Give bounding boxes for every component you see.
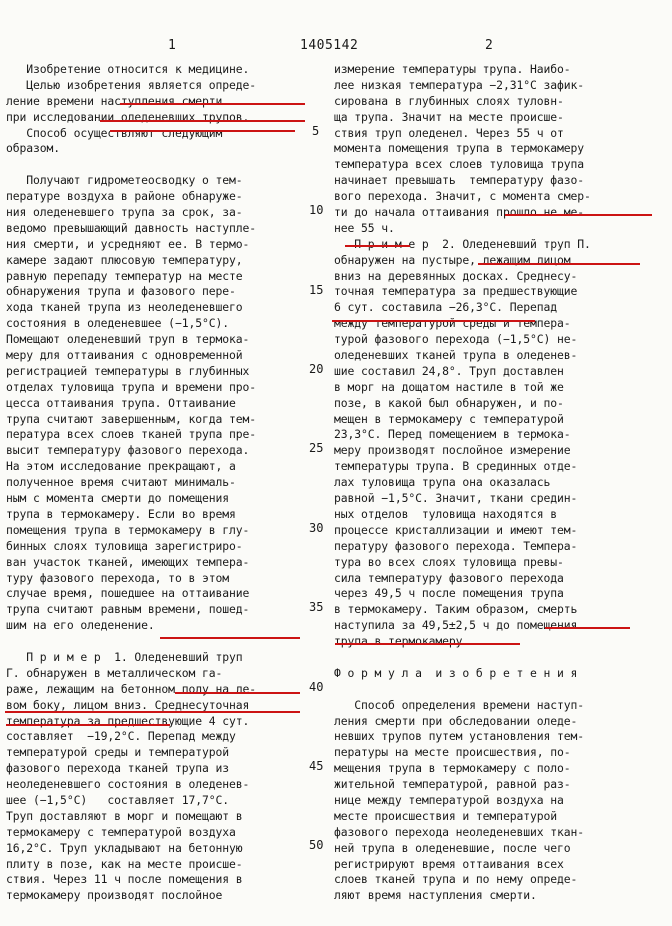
text-line: температуры трупа. В срединных отде-	[334, 459, 578, 474]
text-line: ление времени наступления смерти	[6, 93, 223, 108]
text-line: Труп доставляют в морг и помещают в	[6, 808, 243, 823]
text-line: момента помещения трупа в термокамеру	[334, 141, 585, 156]
margin-line-number: 25	[309, 441, 324, 455]
text-line: полученное время считают минималь-	[6, 475, 236, 490]
text-line: шие составил 24,8°. Труп доставлен	[334, 363, 564, 378]
red-underline	[110, 130, 295, 132]
red-underline	[175, 692, 300, 694]
margin-line-number: 45	[309, 759, 324, 773]
text-line: сирована в глубинных слоях туловн-	[334, 93, 564, 108]
text-line: точная температура за предшествующие	[334, 284, 578, 299]
text-line: вого перехода. Значит, с момента смер-	[334, 189, 591, 204]
text-line: невших трупов путем установления тем-	[334, 729, 585, 744]
text-line: термокамеру с температурой воздуха	[6, 824, 236, 839]
text-line: турой фазового перехода (−1,5°С) не-	[334, 332, 578, 347]
text-line: ления смерти при обследовании оледе-	[334, 713, 578, 728]
text-line: жительной температурой, равной раз-	[334, 777, 571, 792]
text-line: термокамеру производят послойное	[6, 888, 223, 903]
text-line: позе, в какой был обнаружен, и по-	[334, 395, 564, 410]
text-line: бинных слоях туловища зарегистриро-	[6, 538, 243, 553]
text-line: вом боку, лицом вниз. Среднесуточная	[6, 697, 250, 712]
text-line: между температурой среды и темпера-	[334, 316, 571, 331]
text-line: На этом исследование прекращают, а	[6, 459, 236, 474]
red-underline	[478, 263, 640, 265]
red-underline	[100, 120, 305, 122]
text-line	[6, 157, 306, 173]
text-line: меру для оттаивания с одновременной	[6, 348, 243, 363]
text-line: Изобретение относится к медицине.	[6, 62, 250, 76]
text-line: процессе кристаллизации и имеют тем-	[334, 522, 578, 537]
text-line: Г. обнаружен в металлическом га-	[6, 665, 223, 680]
text-line: пературе воздуха в районе обнаруже-	[6, 189, 243, 204]
text-line: пературу фазового перехода. Темпера-	[334, 538, 578, 553]
text-line: Целью изобретения является опреде-	[6, 77, 257, 92]
red-underline	[332, 320, 535, 322]
patent-number: 1405142	[300, 38, 359, 53]
text-line: ща трупа. Значит на месте происше-	[334, 109, 564, 124]
text-line: ния смерти, и усредняют ее. В термо-	[6, 236, 250, 251]
text-line: неоледеневшего состояния в оледенев-	[6, 777, 250, 792]
text-line: ницe между температурой воздуха на	[334, 792, 564, 807]
text-line: ных отделов туловища находятся в	[334, 506, 558, 521]
margin-line-number: 10	[309, 203, 324, 217]
text-line: мещен в термокамеру с температурой	[334, 411, 564, 426]
text-line: вниз на деревянных досках. Среднесу-	[334, 268, 578, 283]
red-underline	[505, 214, 652, 216]
red-underline	[120, 103, 305, 105]
text-line: в морг на дощатом настиле в той же	[334, 379, 564, 394]
text-line: пературы на месте происшествия, по-	[334, 745, 571, 760]
text-line	[334, 682, 666, 698]
text-line: ствия. Через 11 ч после помещения в	[6, 872, 243, 887]
text-line: Помещают оледеневший труп в термока-	[6, 332, 250, 347]
red-underline	[5, 711, 300, 713]
text-line: ляют время наступления смерти.	[334, 888, 537, 903]
text-line: через 49,5 ч после помещения трупа	[334, 586, 564, 601]
text-line: при исследовании оледеневших трупов.	[6, 109, 250, 124]
text-line: температура всех слоев туловища трупа	[334, 157, 585, 172]
text-line: Получают гидрометеосводку о тем-	[6, 173, 243, 188]
text-line: помещения трупа в термокамеру в глу-	[6, 522, 250, 537]
text-line: меру производят послойное измерение	[334, 443, 571, 458]
margin-line-number: 30	[309, 521, 324, 535]
text-line: равную перепаду температур на месте	[6, 268, 243, 283]
text-line: оледеневших тканей трупа в оледенев-	[334, 348, 578, 363]
text-line: 23,3°С. Перед помещением в термока-	[334, 427, 571, 442]
text-line: регистрируют время оттаивания всех	[334, 856, 564, 871]
column-number-left: 1	[168, 38, 177, 53]
text-line: трупа в термокамеру. Если во время	[6, 506, 236, 521]
text-line: ным с момента смерти до помещения	[6, 491, 230, 506]
text-line: туру фазового перехода, то в этом	[6, 570, 230, 585]
text-line: ния оледеневшего трупа за срок, за-	[6, 205, 243, 220]
text-line: 16,2°С. Труп укладывают на бетонную	[6, 840, 243, 855]
text-line: цесса оттаивания трупа. Оттаивание	[6, 395, 236, 410]
text-line: фазового перехода неоледеневших ткан-	[334, 824, 585, 839]
text-line: фазового перехода тканей трупа из	[6, 761, 230, 776]
red-underline	[345, 245, 410, 247]
text-line: измерение температуры трупа. Наибо-	[334, 62, 571, 76]
text-line: месте происшествия и температурой	[334, 808, 558, 823]
column-number-right: 2	[485, 38, 494, 53]
text-line: тура во всех слоях туловища превы-	[334, 554, 564, 569]
text-line: температурой среды и температурой	[6, 745, 230, 760]
text-column-right	[334, 62, 666, 904]
red-underline	[6, 724, 170, 726]
margin-line-number: 40	[309, 680, 324, 694]
margin-line-number: 5	[312, 124, 320, 138]
text-line: П р и м е р 1. Оледеневший труп	[6, 649, 243, 664]
text-line: 6 сут. составила −26,3°С. Перепад	[334, 300, 558, 315]
text-line: шим на его оледенение.	[6, 618, 155, 633]
red-underline	[160, 637, 300, 639]
text-line: ствия труп оледенел. Через 55 ч от	[334, 125, 564, 140]
text-line: случае время, пошедшее на оттаивание	[6, 586, 250, 601]
text-line: ведомо превышающий давность наступле-	[6, 220, 257, 235]
text-line: ней трупа в оледеневшие, после чего	[334, 840, 571, 855]
red-underline	[545, 627, 630, 629]
text-line: П р и м е р 2. Оледеневший труп П.	[334, 236, 591, 251]
text-line: отделах туловища трупа и времени про-	[6, 379, 257, 394]
text-line: Ф о р м у л а и з о б р е т е н и я	[334, 665, 578, 680]
text-line: температура за предшествующие 4 сут.	[6, 713, 250, 728]
text-line: хода тканей трупа из неоледеневшего	[6, 300, 243, 315]
text-line: трупа считают равным времени, пошед-	[6, 602, 250, 617]
margin-line-number: 20	[309, 362, 324, 376]
text-line: в термокамеру. Таким образом, смерть	[334, 602, 578, 617]
text-line: начинает превышать температуру фазо-	[334, 173, 585, 188]
text-line: обнаружения трупа и фазового пере-	[6, 284, 236, 299]
margin-line-number: 15	[309, 283, 324, 297]
text-line: слоев тканей трупа и по нему опреде-	[334, 872, 578, 887]
text-line: лее низкая температура −2,31°С зафик-	[334, 77, 585, 92]
text-line: составляет −19,2°С. Перепад между	[6, 729, 236, 744]
text-line: ван участок тканей, имеющих темпера-	[6, 554, 250, 569]
text-line: лах туловища трупа она оказалась	[334, 475, 551, 490]
text-line: пература всех слоев тканей трупа пре-	[6, 427, 257, 442]
margin-line-number: 35	[309, 600, 324, 614]
text-line: наступила за 49,5±2,5 ч до помещения	[334, 618, 578, 633]
text-line: шее (−1,5°С) составляет 17,7°С.	[6, 792, 230, 807]
text-line: ти до начала оттаивания прошло не ме-	[334, 205, 585, 220]
text-line: высит температуру фазового перехода.	[6, 443, 250, 458]
text-line: нее 55 ч.	[334, 220, 395, 235]
text-line: Способ осуществляют следующим	[6, 125, 223, 140]
text-line: трупа считают завершенным, когда тем-	[6, 411, 257, 426]
red-underline	[335, 643, 520, 645]
text-line: равной −1,5°С. Значит, ткани средин-	[334, 491, 578, 506]
text-line: обнаружен на пустыре, лежащим лицом	[334, 252, 571, 267]
text-line: раже, лежащим на бетонном полу на ле-	[6, 681, 257, 696]
text-line: трупа в термокамеру.	[334, 634, 470, 649]
text-line: состояния в оледеневшее (−1,5°С).	[6, 316, 230, 331]
text-line: образом.	[6, 141, 61, 156]
text-line: мещения трупа в термокамеру с поло-	[334, 761, 571, 776]
text-line: плиту в позе, как на месте происше-	[6, 856, 243, 871]
text-column-left	[6, 62, 306, 904]
text-line	[334, 650, 666, 666]
text-line: сила температуру фазового перехода	[334, 570, 564, 585]
text-line: Способ определения времени наступ-	[334, 697, 585, 712]
margin-line-number: 50	[309, 838, 324, 852]
text-line: регистрацией температуры в глубинных	[6, 363, 250, 378]
text-line: камере задают плюсовую температуру,	[6, 252, 243, 267]
